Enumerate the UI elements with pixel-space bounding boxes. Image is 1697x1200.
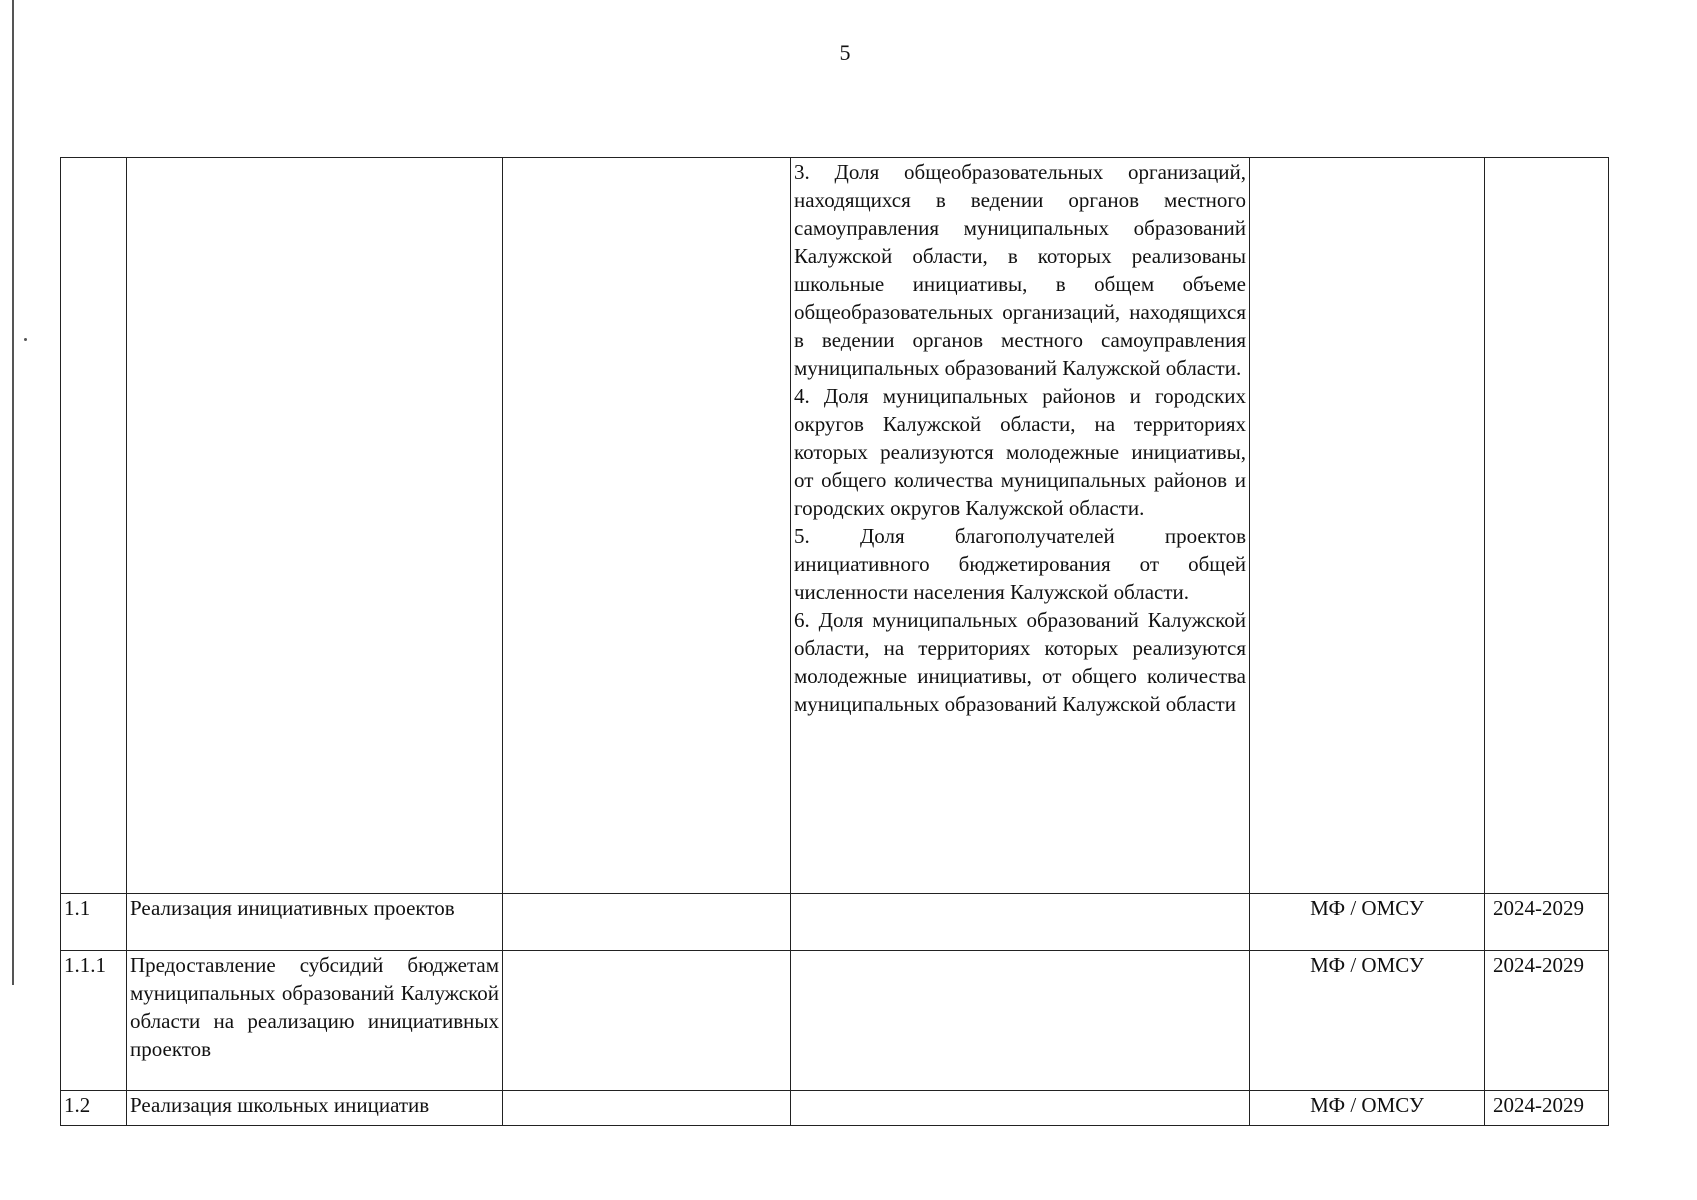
- cell-number: 1.2: [61, 1091, 127, 1126]
- cell-empty: [791, 894, 1250, 951]
- cell-number: 1.1: [61, 894, 127, 951]
- table-row: [61, 1091, 1609, 1126]
- indicator-item: 4. Доля муниципальных районов и городских округов Калужской области, на территориях которых реализуются молодежные инициативы, от общего количества муниципальных районов и городских округов Калужской области.: [794, 384, 1246, 520]
- page-margin-line: [12, 0, 14, 985]
- cell-name: [127, 158, 503, 894]
- cell-period: 2024-2029: [1485, 894, 1609, 951]
- cell-period: [1485, 158, 1609, 894]
- page-margin-dot: [24, 338, 27, 341]
- cell-empty: [503, 158, 791, 894]
- cell-responsible: МФ / ОМСУ: [1250, 1091, 1485, 1126]
- cell-responsible: МФ / ОМСУ: [1250, 894, 1485, 951]
- cell-empty: [503, 894, 791, 951]
- cell-empty: [503, 1091, 791, 1126]
- cell-name: Предоставление субсидий бюджетам муниципальных образований Калужской области на реализацию инициативных проектов: [127, 951, 503, 1091]
- page-number: 5: [839, 40, 851, 65]
- cell-empty: [791, 1091, 1250, 1126]
- indicator-item: 3. Доля общеобразовательных организаций, находящихся в ведении органов местного самоуправления муниципальных образований Калужской области, в которых реализованы школьные инициативы, в общем объеме общеобразовательных организаций, находящихся в ведении органов местного самоуправления муниципальных образований Калужской области.: [794, 160, 1246, 380]
- indicator-item: 5. Доля благополучателей проектов инициативного бюджетирования от общей численности населения Калужской области.: [794, 524, 1246, 604]
- cell-empty: [791, 951, 1250, 1091]
- cell-number: [61, 158, 127, 894]
- cell-indicators: [791, 158, 1250, 894]
- table-row: [61, 951, 1609, 1091]
- cell-number: 1.1.1: [61, 951, 127, 1091]
- cell-responsible: МФ / ОМСУ: [1250, 951, 1485, 1091]
- cell-period: 2024-2029: [1485, 951, 1609, 1091]
- cell-responsible: [1250, 158, 1485, 894]
- cell-empty: [503, 951, 791, 1091]
- cell-period: 2024-2029: [1485, 1091, 1609, 1126]
- table-row-continuation: [61, 158, 1609, 894]
- table-row: [61, 894, 1609, 951]
- program-table: [60, 157, 1609, 1126]
- indicator-item: 6. Доля муниципальных образований Калужской области, на территориях которых реализуются молодежные инициативы, от общего количества муниципальных образований Калужской области: [794, 608, 1246, 716]
- cell-name: Реализация школьных инициатив: [127, 1091, 503, 1126]
- cell-name: Реализация инициативных проектов: [127, 894, 503, 951]
